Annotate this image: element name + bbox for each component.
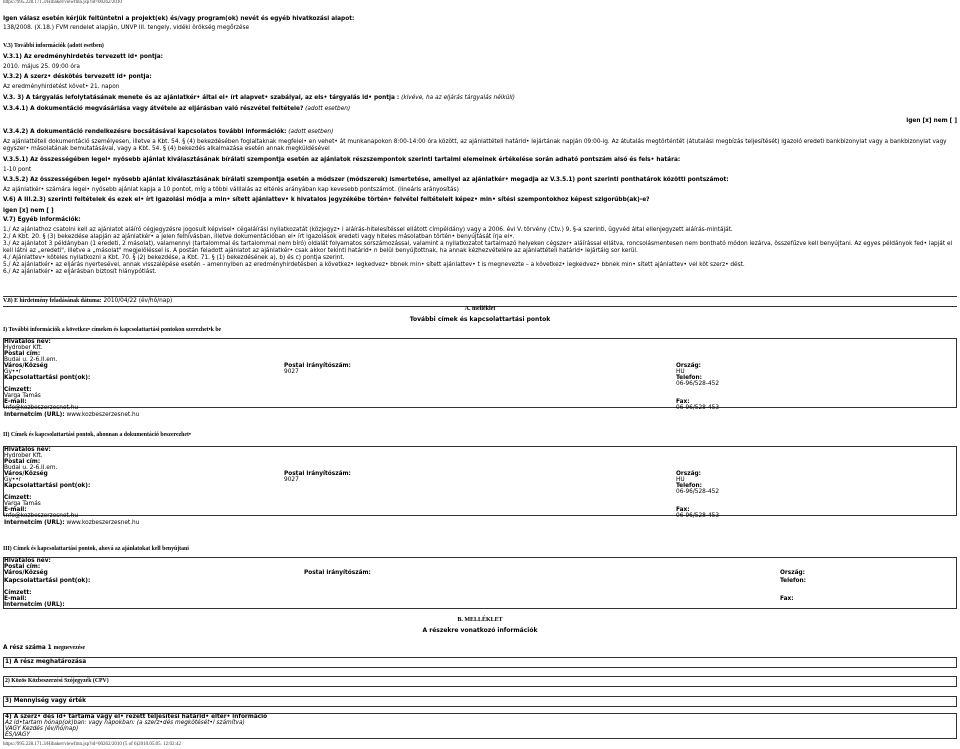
email-value: info@kozbeszerzesnet.hu: [4, 513, 79, 519]
contact-block-3: [3, 557, 957, 609]
part-r4-line3: ÉS/VAGY: [5, 732, 30, 738]
attn-label: Címzett:: [4, 387, 32, 393]
email-label: E-mail:: [4, 399, 27, 405]
postal-value: Budai u. 2-6.II.em.: [4, 357, 58, 363]
annex-b-title: B. MELLÉKLET: [457, 617, 503, 623]
v37-label: V.7) Egyéb információk:: [3, 217, 81, 223]
city-label: Város/Község: [4, 363, 48, 369]
internet-label: Internetcím (URL):: [4, 602, 65, 608]
v36-answer: igen [x] nem [ ]: [3, 208, 54, 214]
fax-label: Fax:: [676, 507, 690, 513]
annex-a-sec1-title: I) További információk a következ• címeken és kapcsolattartási pontokon szerezhet•k be: [3, 327, 222, 333]
city-value: Gy••r: [4, 369, 22, 375]
annex-a-title: A. melléklet: [464, 306, 496, 312]
v31-value: 2010. május 25. 09:00 óra: [3, 64, 80, 70]
v36-label: V.6) A III.2.3) szerinti feltételek és ezek el• írt igazolási módja a min• sített ajánlattev• k hivatalos jegyzékébe történ• felvétel feltételeit képez• min• sítési szempontokhoz képest szigorúbb(ak)-e?: [3, 197, 650, 203]
zip-label: Postai irányítószám:: [284, 471, 351, 477]
city-label: Város/Község: [4, 471, 48, 477]
phone-label: Telefon:: [676, 375, 702, 381]
annex-b-subtitle: A részekre vonatkozó információk: [422, 627, 538, 634]
other-info-2: 2./ A Kbt. 20. § (3) bekezdése alapján az ajánlatkér• a jelen felhívásban, illetve dokumentációban el• írt igazolások eredeti vagy hiteles másolatban történ• benyújtását írja el•.: [3, 234, 515, 240]
internet-line: [4, 412, 139, 419]
part-r1: 1) A rész meghatározása: [5, 659, 87, 665]
postal-label: Postai cím:: [4, 351, 41, 357]
footer-url: https://995.228.171.3/Hibaket/viewfmn.jsp?id=00262/2010 (5 of 6)2010.05.05. 12:02:42: [3, 742, 181, 747]
part-r4: 4) A szerz• dés id• tartama vagy el• rezett teljesítési határid• eltér• információ: [5, 714, 268, 720]
v351-label: V.3.5.1) Az összességében legel• nyösebb ajánlat kiválasztásának bírálati szempontja esetén az ajánlatok részszempontok szerinti tartalmi elemeinek értékelése során adható pontszám alsó és fels• határa:: [3, 157, 681, 163]
phone-value: 06-96/528-452: [676, 381, 720, 387]
other-info-6: 6./ Az ajánlatkér• az eljárásban biztosít hiánypótlást.: [3, 269, 157, 275]
phone-label: Telefon:: [780, 578, 806, 584]
v33-note: (kivéve, ha az eljárás tárgyalás nélküli): [401, 95, 515, 101]
zip-label: Postai irányítószám:: [284, 363, 351, 369]
contact-label: Kapcsolattartási pont(ok):: [4, 375, 91, 381]
v341-line: [3, 106, 350, 113]
attn-value: Varga Tamás: [4, 393, 41, 399]
part-number: 1: [47, 645, 52, 651]
fax-label: Fax:: [780, 596, 794, 602]
email-label: E-mail:: [4, 507, 27, 513]
annex-a-subtitle: További címek és kapcsolattartási pontok: [409, 316, 551, 323]
country-value: HU: [676, 369, 685, 375]
email-value: info@kozbeszerzesnet.hu: [4, 405, 79, 411]
header-url: https://995.228.171.3/Hibaket/viewfmn.jsp?id=00262/2010: [3, 0, 122, 5]
country-value: HU: [676, 477, 685, 483]
v31-label: V.3.1) Az eredményhirdetés tervezett id• pontja:: [3, 54, 163, 60]
part-r3: 3) Mennyiség vagy érték: [5, 698, 86, 704]
part-line: [3, 645, 85, 652]
annex-a-sec3-title: III) Címek és kapcsolattartási pontok, ahová az ajánlatokat kell benyújtani: [3, 546, 189, 552]
part-r2: 2) Közös Közbeszerzési Szójegyzék (CPV): [5, 678, 109, 684]
internet-value: www.kozbeszerzesnet.hu: [66, 520, 140, 526]
v342-note: (adott esetben): [288, 129, 334, 135]
postal-label: Postai cím:: [4, 564, 41, 570]
part-r1-box: [3, 657, 957, 668]
attn-value: Varga Tamás: [4, 501, 41, 507]
intro-line-2: 138/2008. (X.18.) FVM rendelet alapján, UNVP III. tengely, vidéki örökség megőrzése: [3, 25, 250, 31]
city-label: Város/Község: [4, 570, 48, 576]
phone-value: 06-96/528-452: [676, 489, 720, 495]
internet-label: Internetcím (URL):: [4, 412, 65, 418]
v342-label: V.3.4.2) A dokumentáció rendelkezésre bocsátásával kapcsolatos további információk:: [3, 129, 287, 135]
v8-line: [3, 298, 172, 305]
v8-value: 2010/04/22 (év/hó/nap): [103, 298, 173, 304]
fax-label: Fax:: [676, 399, 690, 405]
v32-label: V.3.2) A szerz• déskötés tervezett id• pontja:: [3, 74, 152, 80]
divider: [3, 296, 957, 297]
intro-line-1: Igen válasz esetén kérjük feltüntetni a projekt(ek) és/vagy program(ok) nevét és egyéb hivatkozási alapot:: [3, 16, 355, 22]
v341-label: V.3.4.1) A dokumentáció megvásárlása vagy átvétele az eljárásban való részvétel feltétele?: [3, 106, 304, 112]
fax-value: 06-96/528-453: [676, 405, 720, 411]
name-value: Hydrober Kft.: [4, 345, 43, 351]
v3-title: V.3) További információk (adott esetben): [3, 43, 104, 49]
other-info-1: 1./ Az ajánlathoz csatolni kell az ajánlatot aláíró cégjegyzésre jogosult képvisel• cégaláírási nyilatkozatát (közjegyz• i aláírás-hitelesítéssel ellátott címpéldány) vagy a 2006. évi V. törvény (Ctv.) 9. §-a szerinti, ügyvéd által ellenjegyzett aláírás-mintáját.: [3, 227, 733, 233]
part-r4-line2: VAGY Kezdés (év/hó/nap): [5, 726, 79, 732]
postal-label: Postai cím:: [4, 459, 41, 465]
annex-a-sec2-title: II) Címek és kapcsolattartási pontok, ahonnan a dokumentáció beszerezhet•: [3, 432, 191, 438]
v8-label: V.8) E hirdetmény feladásának dátuma:: [3, 298, 102, 304]
v342-line: [3, 129, 333, 136]
zip-value: 9027: [284, 477, 299, 483]
part-r2-box: [3, 676, 957, 687]
contact-block-2: [3, 446, 957, 516]
postal-value: Budai u. 2-6.II.em.: [4, 465, 58, 471]
v352-text: Az ajánlatkér• számára legel• nyösebb ajánlat kapja a 10 pontot, míg a többi válllalás az eltérés arányában kap kevesebb pontszámot. (lineáris arányosítás): [3, 187, 459, 193]
country-label: Ország:: [780, 570, 805, 576]
name-label: Hivatalos név:: [4, 558, 51, 564]
internet-line: [4, 520, 139, 527]
v341-answer: igen [x] nem [ ]: [906, 118, 957, 124]
attn-label: Címzett:: [4, 590, 32, 596]
country-label: Ország:: [676, 363, 701, 369]
email-label: E-mail:: [4, 596, 27, 602]
v342-text: Az ajánlattételi dokumentáció személyesen, illetve a Kbt. 54. § (4) bekezdésében foglaltaknak megfelel• en vehet• át munkanapokon 8:00-14:00 óra között, az ajánlattételi határid• lejártának napján 09:00-ig. Az átutalás megtörténtét (átutalási megbízás teljesítését) igazoló eredeti bankbizonylat vagy a bankbizonylat vagy egyszer• másolatának bemutatásával, vagy a Kbt. 54. § (4) bekezdés alkalmazása esetén annak megküldésével: [3, 139, 947, 152]
other-info-4: 4./ Ajánlattev• köteles nyilatkozni a Kbt. 70. § (2) bekezdése, a Kbt. 71. § (1) bekezdésének a), b) és c) pontja szerint.: [3, 255, 345, 261]
v341-note: (adott esetben): [305, 106, 351, 112]
part-r3-box: [3, 696, 957, 707]
phone-label: Telefon:: [676, 483, 702, 489]
other-info-5: 5./ Az ajánlatkér• az eljárás nyertesével, annak visszalépése esetén – amennyiben az eredményhirdetésben a következ• legkedvez• bbnek min• sített ajánlattev• t is megnevezte – a következ• legkedvez• bbnek min• sített ajánlattev• vel köt szerz• dést.: [3, 262, 745, 268]
internet-value: www.kozbeszerzesnet.hu: [66, 412, 140, 418]
name-label: Hivatalos név:: [4, 447, 51, 453]
part-r4-line1: Az id•tartam hónap(ok)ban: vagy napokban: (a szerz•dés megkötését•l számítva): [5, 720, 245, 726]
city-value: Gy••r: [4, 477, 22, 483]
other-info-3: 3./ Az ajánlatot 3 példányban (1 eredeti, 2 másolat), valamennyi (tartalommal és tartalommal nem bíró) oldalát folyamatos sorszámozással, valamint a nyilatkozatot tartalmazó helyeken cégszer• aláírással ellátva, roncsolásmentesen nem bontható módon lezárva, összefűzve kell benyújtani. Az egyes példányok fed• lapját el kell látni az „eredeti", illetve a „másolat" megjelöléssel is. A postán feladott ajánlatot az ajánlatkér• csak akkor tekinti határid• n belül benyújtottnak, ha annak kézhezvételére az ajánlattételi határid• lejártáig sor kerül.: [3, 241, 953, 254]
v33-label: V.3. 3) A tárgyalás lefolytatásának menete és az ajánlatkér• által el• írt alapvet• szabályai, az els• tárgyalás id• pontja :: [3, 95, 400, 101]
contact-block-1: [3, 338, 957, 408]
v33-line: [3, 95, 515, 102]
name-label: Hivatalos név:: [4, 339, 51, 345]
v32-value: Az eredményhirdetést követ• 21. napon: [3, 84, 120, 90]
country-label: Ország:: [676, 471, 701, 477]
part-label: A rész száma: [3, 645, 46, 651]
v351-value: 1-10 pont: [3, 167, 32, 173]
zip-label: Postai irányítószám:: [304, 570, 371, 576]
contact-label: Kapcsolattartási pont(ok):: [4, 578, 91, 584]
name-value: Hydrober Kft.: [4, 453, 43, 459]
contact-label: Kapcsolattartási pont(ok):: [4, 483, 91, 489]
fax-value: 06-96/528-453: [676, 513, 720, 519]
part-suffix: megnevezése: [53, 645, 86, 651]
zip-value: 9027: [284, 369, 299, 375]
attn-label: Címzett:: [4, 495, 32, 501]
internet-label: Internetcím (URL):: [4, 520, 65, 526]
v352-label: V.3.5.2) Az összességében legel• nyösebb ajánlat kiválasztásának bírálati szempontja esetén a módszer (módszerek) ismertetése, amellyel az ajánlatkér• megadja az V.3.5.1) pont szerinti ponthatárok közötti pontszámot:: [3, 177, 729, 183]
